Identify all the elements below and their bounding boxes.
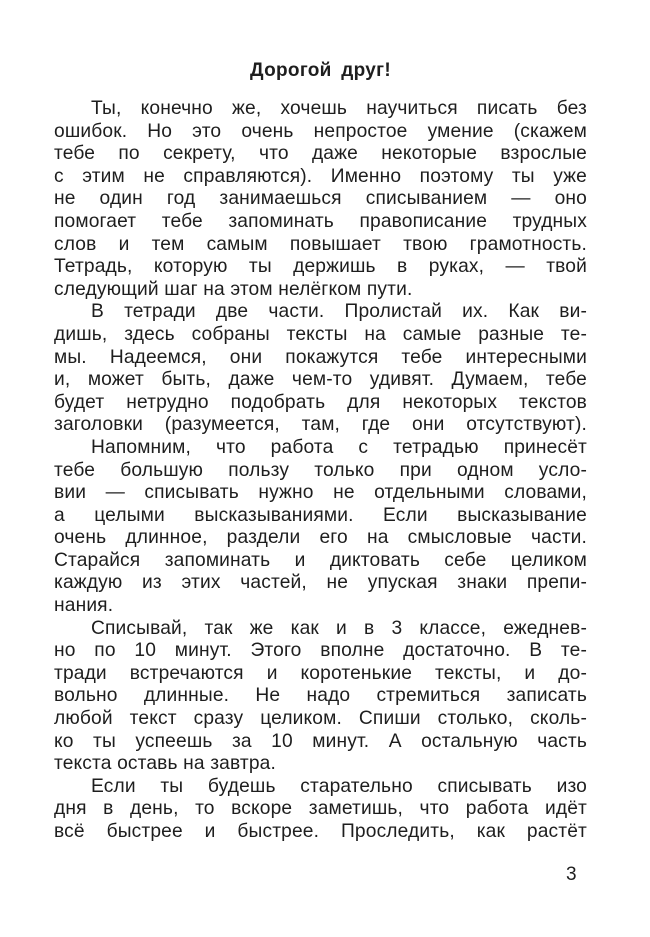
- text-line: Старайся запоминать и диктовать себе целиком: [54, 549, 587, 571]
- text-line: тебе большую пользу только при одном усло-: [54, 459, 587, 481]
- text-line: заголовки (разумеется, там, где они отсутствуют).: [54, 414, 587, 436]
- text-line: всё быстрее и быстрее. Проследить, как растёт: [54, 821, 587, 842]
- text-line: следующий шаг на этом нелёгком пути.: [54, 278, 413, 300]
- text-line: В тетради две части. Пролистай их. Как ви-: [91, 301, 587, 323]
- text-line: каждую из этих частей, не упуская знаки препи-: [54, 572, 587, 594]
- text-line: дишь, здесь собраны тексты на самые разные те-: [54, 323, 587, 345]
- text-line: любой текст сразу целиком. Спиши столько, сколь-: [54, 708, 587, 730]
- text-line: но по 10 минут. Этого вполне достаточно. В те-: [54, 640, 587, 662]
- text-line: тради встречаются и коротенькие тексты, и до-: [54, 662, 587, 684]
- text-line: слов и тем самым повышает твою грамотность.: [54, 233, 587, 255]
- text-line: ошибок. Но это очень непростое умение (скажем: [54, 120, 587, 142]
- text-line: с этим не справляются). Именно поэтому ты уже: [54, 165, 587, 187]
- text-line: не один год занимаешься списыванием — оно: [54, 188, 587, 210]
- text-line: очень длинное, раздели его на смысловые части.: [54, 527, 587, 549]
- body-text: [54, 98, 587, 844]
- text-line: а целыми высказываниями. Если высказывание: [54, 504, 587, 526]
- text-line: тебе по секрету, что даже некоторые взрослые: [54, 143, 587, 165]
- text-line: Ты, конечно же, хочешь научиться писать без: [91, 98, 587, 119]
- text-line: вольно длинные. Не надо стремиться записать: [54, 685, 587, 707]
- text-line: Напомним, что работа с тетрадью принесёт: [91, 436, 587, 458]
- text-line: помогает тебе запоминать правописание трудных: [54, 210, 587, 232]
- text-line: ко ты успеешь за 10 минут. А остальную часть: [54, 730, 587, 752]
- page-title: Дорогой друг!: [250, 60, 391, 81]
- text-line: Если ты будешь старательно списывать изо: [91, 775, 587, 797]
- page-number: 3: [566, 864, 577, 885]
- text-line: Тетрадь, которую ты держишь в руках, — твой: [54, 256, 587, 278]
- text-line: Списывай, так же как и в 3 классе, ежеднев-: [91, 617, 587, 639]
- text-line: нания.: [54, 595, 114, 617]
- text-line: текста оставь на завтра.: [54, 753, 276, 775]
- text-line: и, может быть, даже чем-то удивят. Думаем, тебе: [54, 369, 587, 391]
- text-line: дня в день, то вскоре заметишь, что работа идёт: [54, 798, 587, 820]
- text-line: будет нетрудно подобрать для некоторых текстов: [54, 391, 587, 413]
- text-line: мы. Надеемся, они покажутся тебе интересными: [54, 346, 587, 368]
- text-line: вии — списывать нужно не отдельными словами,: [54, 482, 587, 504]
